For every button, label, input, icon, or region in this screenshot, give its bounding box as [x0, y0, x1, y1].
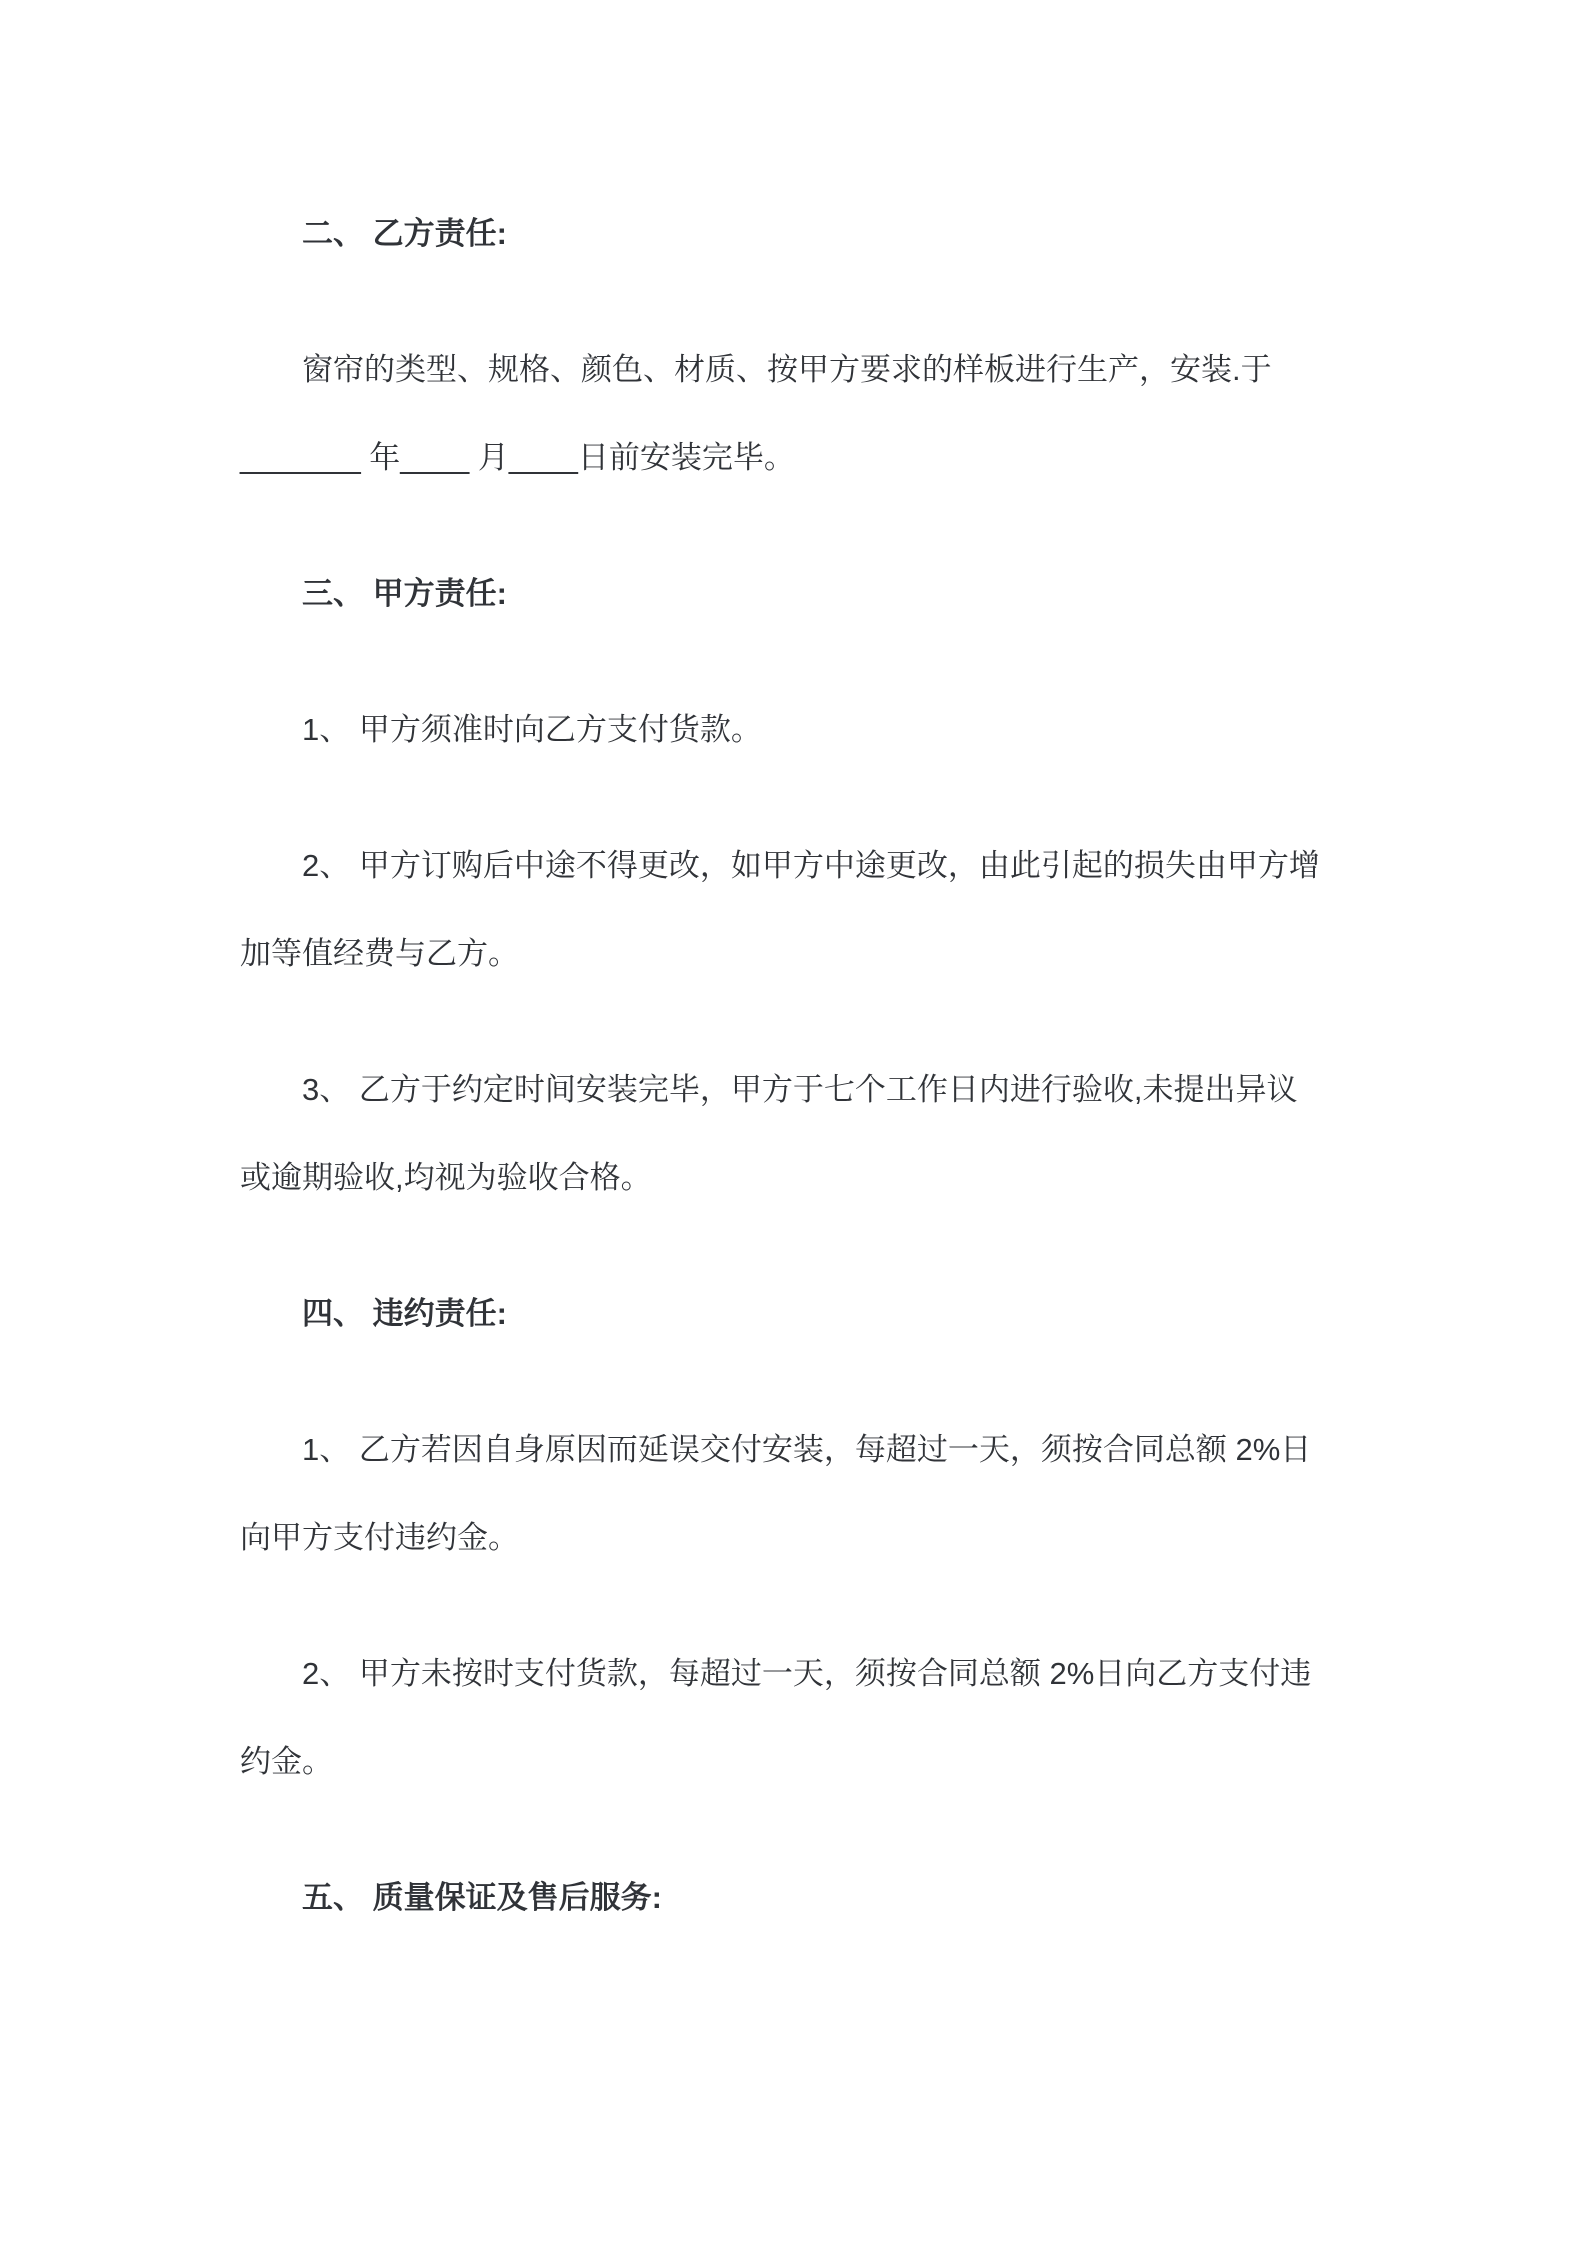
section-3-item-2 [240, 822, 1348, 998]
text-line: 向甲方支付违约金。 [240, 1520, 519, 1555]
text-line: 1、 甲方须准时向乙方支付货款。 [302, 712, 762, 747]
section-4-item-2 [240, 1630, 1348, 1806]
text-line: 3、 乙方于约定时间安装完毕，甲方于七个工作日内进行验收,未提出异议 [302, 1072, 1298, 1107]
section-3-item-1 [240, 686, 1348, 774]
section-2-paragraph [240, 326, 1348, 502]
text-line: 二、 乙方责任: [302, 216, 507, 251]
section-5-heading [240, 1854, 1348, 1942]
text-line: 加等值经费与乙方。 [240, 936, 519, 971]
text-line: 五、 质量保证及售后服务: [302, 1880, 662, 1915]
text-line: 1、 乙方若因自身原因而延误交付安装，每超过一天，须按合同总额 2%日 [302, 1432, 1312, 1467]
section-3-heading [240, 550, 1348, 638]
text-line: 窗帘的类型、规格、颜色、材质、按甲方要求的样板进行生产，安装.于 [302, 352, 1272, 387]
text-line: 2、 甲方未按时支付货款，每超过一天，须按合同总额 2%日向乙方支付违 [302, 1656, 1312, 1691]
text-line: _______ 年____ 月____日前安装完毕。 [240, 440, 795, 475]
section-4-item-1 [240, 1406, 1348, 1582]
text-line: 三、 甲方责任: [302, 576, 507, 611]
section-2-heading [240, 190, 1348, 278]
section-3-item-3 [240, 1046, 1348, 1222]
section-4-heading [240, 1270, 1348, 1358]
text-line: 或逾期验收,均视为验收合格。 [240, 1160, 652, 1195]
text-line: 约金。 [240, 1744, 333, 1779]
text-line: 四、 违约责任: [302, 1296, 507, 1331]
text-line: 2、 甲方订购后中途不得更改，如甲方中途更改，由此引起的损失由甲方增 [302, 848, 1320, 883]
